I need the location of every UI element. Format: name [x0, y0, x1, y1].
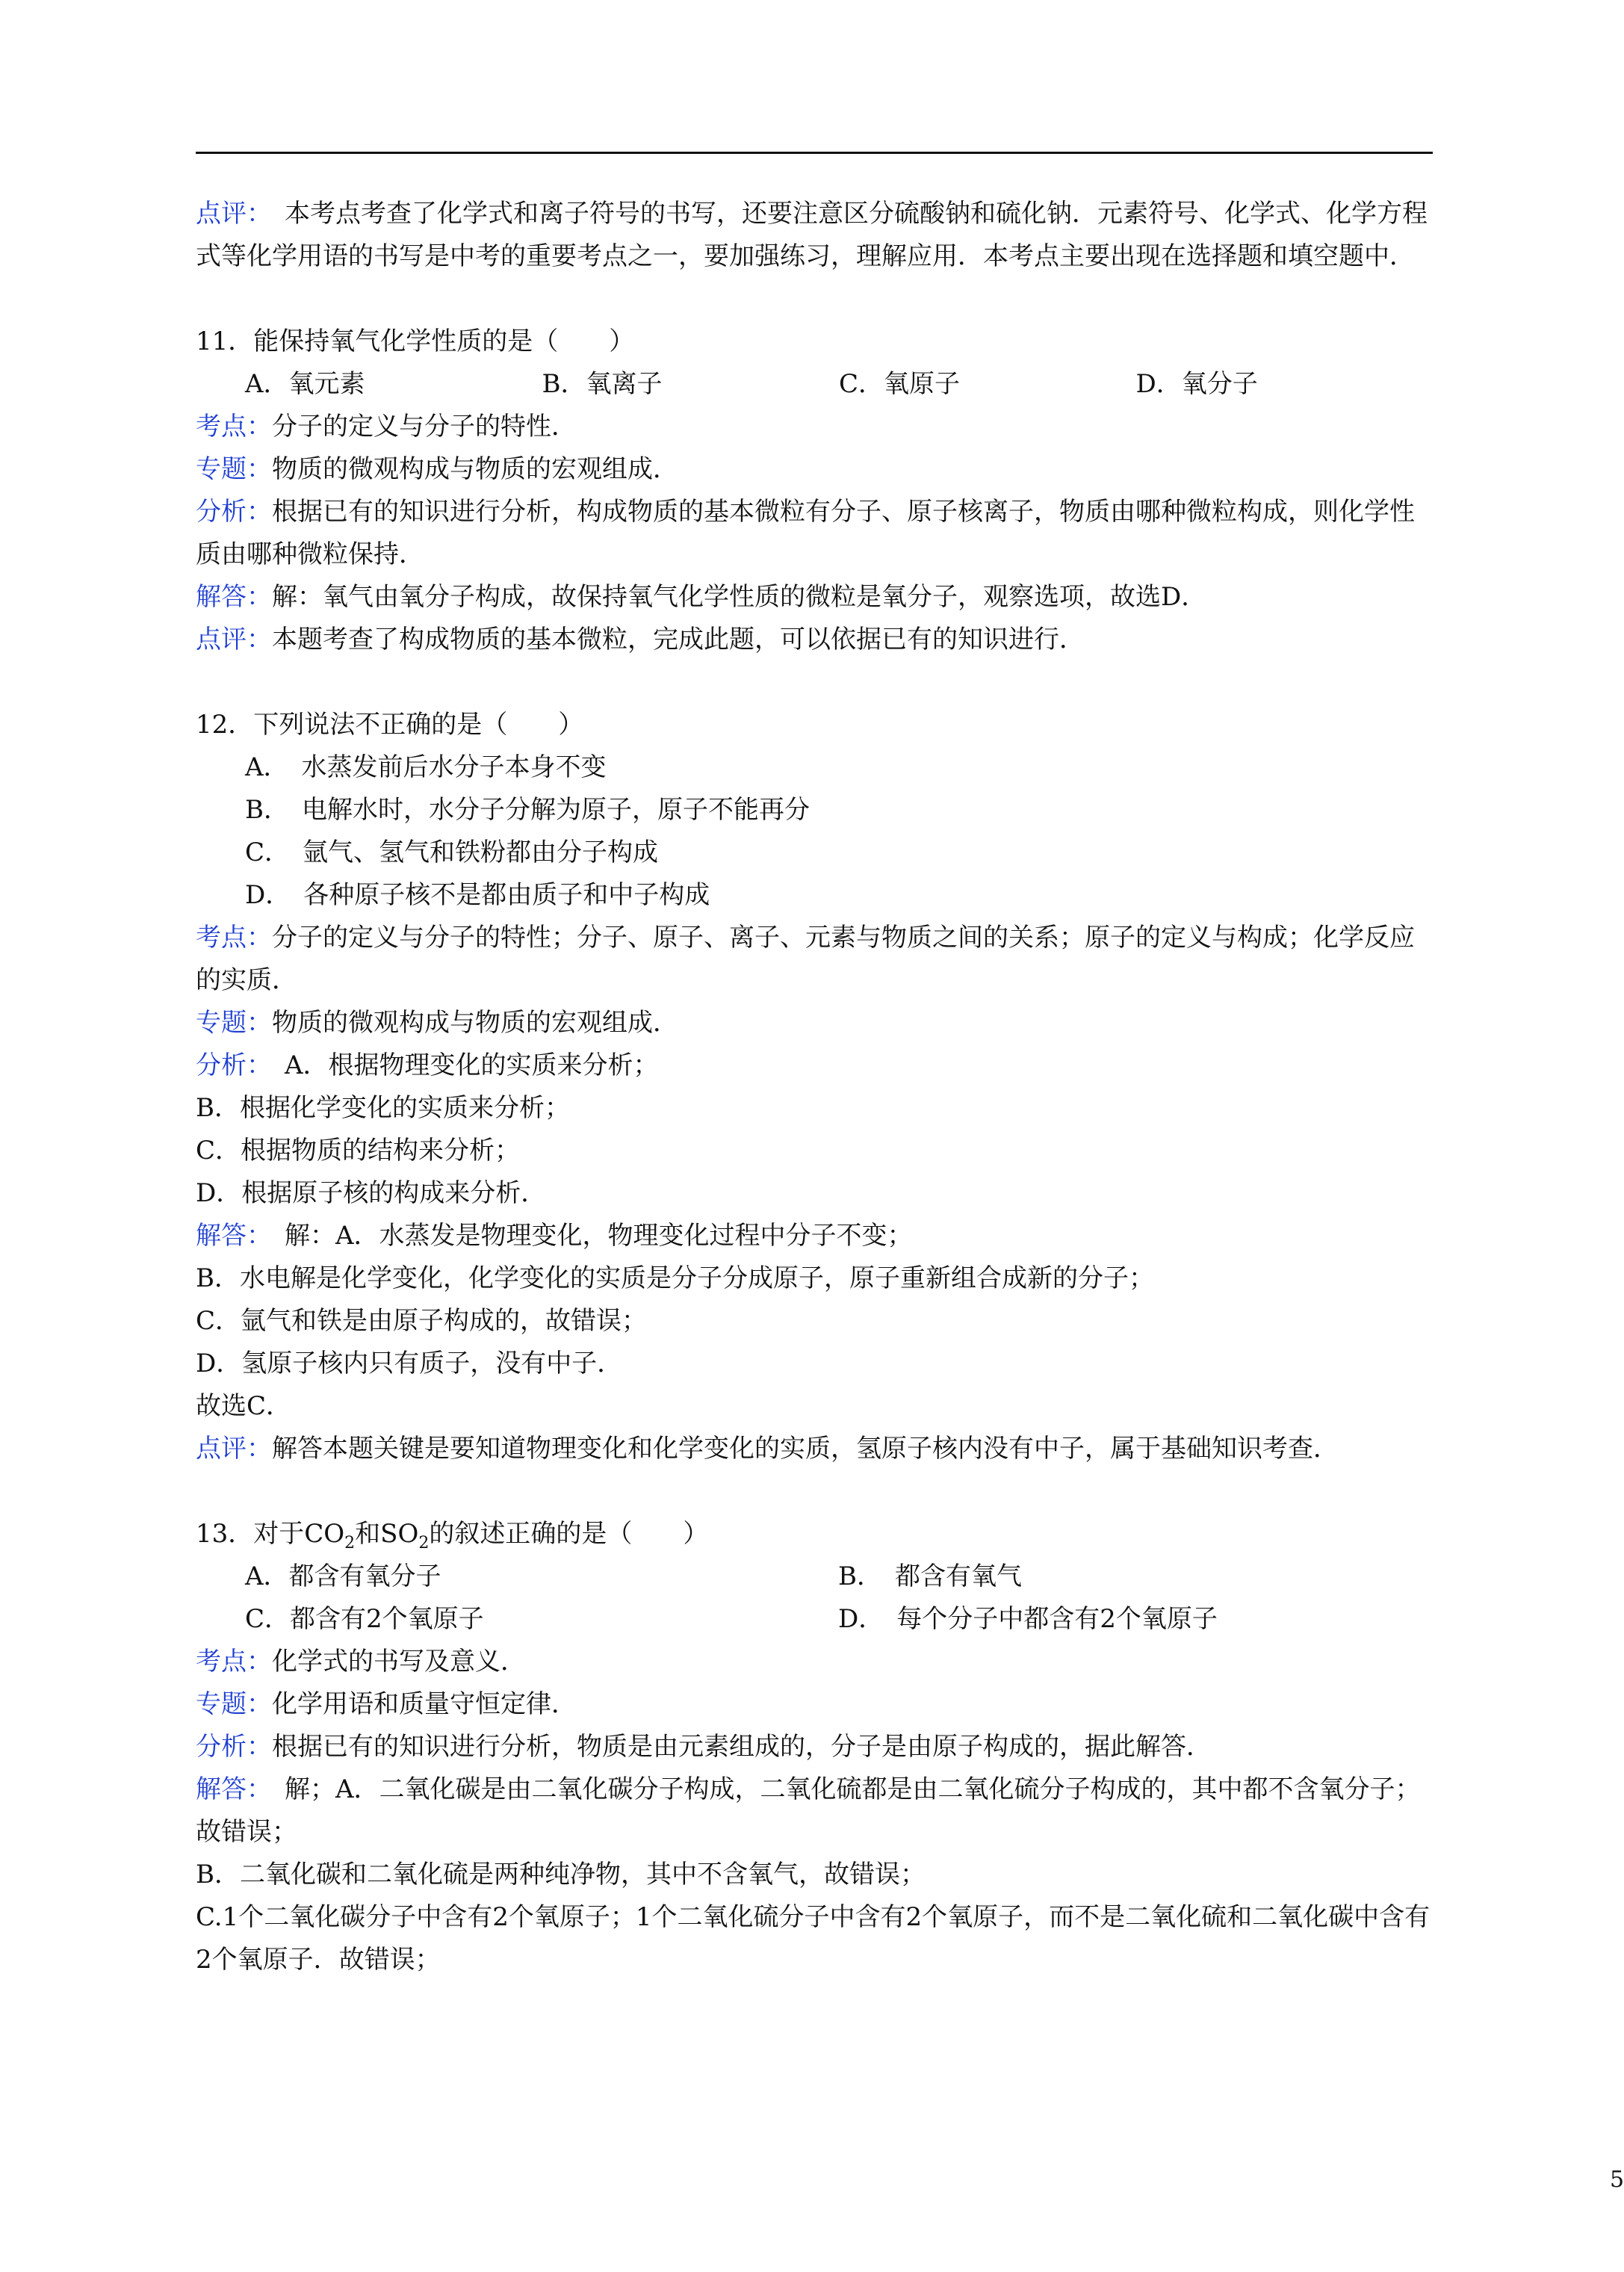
q12-jieda-line: 故选C．: [196, 1391, 292, 1421]
q12-kaodian-text: 分子的定义与分子的特性；分子、原子、离子、元素与物质之间的关系；原子的定义与构成；化学反应的实质．: [196, 923, 1415, 995]
q13-zhuanti: [196, 1683, 1433, 1726]
label-jieda: 解答：: [196, 582, 272, 612]
comment-text: 本考点考查了化学式和离子符号的书写，还要注意区分硫酸钠和硫化钠．元素符号、化学式、化学方程式等化学用语的书写是中考的重要考点之一，要加强练习，理解应用．本考点主要出现在选择题和填空题中．: [196, 199, 1428, 271]
document-page: [196, 0, 1624, 2272]
q12-jieda: [196, 1215, 1433, 1257]
q13-jieda-line: B．二氧化碳和二氧化硫是两种纯净物，其中不含氧气，故错误；: [196, 1860, 926, 1889]
label-dianping: 点评：: [196, 625, 272, 654]
label-dianping: 点评：: [196, 1434, 272, 1464]
q12-fenxi-line: A．根据物理变化的实质来分析；: [259, 1050, 659, 1080]
q11-option-a: A．氧元素: [245, 369, 365, 399]
q12-jieda-line: 解：A．水蒸发是物理变化，物理变化过程中分子不变；: [259, 1221, 913, 1251]
q13-options-row2: [196, 1598, 1433, 1641]
q11-option-c: C．氧原子: [839, 369, 961, 399]
prev-comment: [196, 193, 1433, 278]
formula-co2-subscript: 2: [344, 1533, 356, 1553]
q12-jieda-line: C．氩气和铁是由原子构成的，故错误；: [196, 1306, 648, 1336]
label-zhuanti: 专题：: [196, 1008, 272, 1038]
q12-dianping: [196, 1428, 1433, 1470]
q13-option-c: C．都含有2个氧原子: [245, 1604, 484, 1634]
q12-jieda-line: D．氢原子核内只有质子，没有中子．: [196, 1349, 623, 1378]
q13-kaodian-text: 化学式的书写及意义．: [272, 1647, 526, 1677]
q13-stem: [196, 1513, 1433, 1556]
q11-fenxi-text: 根据已有的知识进行分析，构成物质的基本微粒有分子、原子核离子，物质由哪种微粒构成，则化学性质由哪种微粒保持．: [196, 497, 1415, 569]
q13-jieda-line: C.1个二氧化碳分子中含有2个氧原子；1个二氧化硫分子中含有2个氧原子，而不是二氧化硫和二氧化碳中含有2个氧原子．故错误；: [196, 1902, 1431, 1975]
q12-stem: 12．下列说法不正确的是（ ）: [196, 710, 584, 740]
q12-zhuanti: [196, 1002, 1433, 1044]
header-rule: [196, 152, 1433, 154]
q11-kaodian-text: 分子的定义与分子的特性．: [272, 412, 577, 442]
q13-options-row1: [196, 1556, 1433, 1598]
q12-jieda-line: B．水电解是化学变化，化学变化的实质是分子分成原子，原子重新组合成新的分子；: [196, 1263, 1154, 1293]
label-kaodian: 考点：: [196, 923, 272, 953]
label-fenxi: 分析：: [196, 1050, 259, 1080]
q13-jieda: [196, 1768, 1433, 1854]
label-jieda: 解答：: [196, 1221, 259, 1251]
q13-fenxi-text: 根据已有的知识进行分析，物质是由元素组成的，分子是由原子构成的，据此解答．: [272, 1732, 1212, 1762]
q12-option-d: D． 各种原子核不是都由质子和中子构成: [245, 880, 710, 910]
q12-kaodian: [196, 917, 1433, 1002]
q13-stem-suffix: 的叙述正确的是（ ）: [429, 1519, 709, 1549]
q12-option-a: A． 水蒸发前后水分子本身不变: [245, 752, 607, 782]
q11-zhuanti-text: 物质的微观构成与物质的宏观组成．: [272, 454, 678, 484]
label-kaodian: 考点：: [196, 1647, 272, 1677]
q13-zhuanti-text: 化学用语和质量守恒定律．: [272, 1689, 577, 1719]
label-jieda: 解答：: [196, 1774, 259, 1804]
q12-fenxi-line: D．根据原子核的构成来分析．: [196, 1178, 547, 1208]
label-dianping: 点评：: [196, 199, 259, 229]
formula-so2-subscript: 2: [418, 1533, 430, 1553]
q12-fenxi-line: C．根据物质的结构来分析；: [196, 1136, 521, 1166]
q11-dianping-text: 本题考查了构成物质的基本微粒，完成此题，可以依据已有的知识进行．: [272, 625, 1085, 654]
q11-option-d: D．氧分子: [1135, 369, 1258, 399]
q11-jieda: [196, 576, 1433, 619]
q11-kaodian: [196, 406, 1433, 448]
q11-jieda-text: 解：氧气由氧分子构成，故保持氧气化学性质的微粒是氧分子，观察选项，故选D．: [272, 582, 1207, 612]
label-kaodian: 考点：: [196, 412, 272, 442]
q13-option-a: A．都含有氧分子: [245, 1561, 441, 1591]
q12-option-c: C． 氩气、氢气和铁粉都由分子构成: [245, 838, 659, 867]
q13-option-b: B． 都含有氧气: [838, 1561, 1022, 1591]
formula-co2: CO: [304, 1519, 345, 1549]
q11-zhuanti: [196, 448, 1433, 491]
label-fenxi: 分析：: [196, 497, 272, 527]
q13-kaodian: [196, 1641, 1433, 1683]
q11-stem: 11．能保持氧气化学性质的是（ ）: [196, 326, 635, 356]
label-zhuanti: 专题：: [196, 454, 272, 484]
q12-dianping-text: 解答本题关键是要知道物理变化和化学变化的实质，氢原子核内没有中子，属于基础知识考查．: [272, 1434, 1339, 1464]
q11-fenxi: [196, 491, 1433, 576]
label-zhuanti: 专题：: [196, 1689, 272, 1719]
q11-option-b: B．氧离子: [542, 369, 663, 399]
q11-dianping: [196, 619, 1433, 661]
q13-stem-and: 和: [355, 1519, 381, 1549]
q13-fenxi: [196, 1726, 1433, 1768]
document-content: [196, 193, 1433, 1981]
q11-options: [196, 363, 1433, 406]
q13-stem-prefix: 13．对于: [196, 1519, 305, 1549]
q13-jieda-line: 解；A．二氧化碳是由二氧化碳分子构成，二氧化硫都是由二氧化硫分子构成的，其中都不含氧分子；故错误；: [196, 1774, 1421, 1847]
q13-option-d: D． 每个分子中都含有2个氧原子: [838, 1604, 1218, 1634]
label-fenxi: 分析：: [196, 1732, 272, 1762]
page-number: 5: [1610, 2167, 1624, 2193]
q12-fenxi-line: B．根据化学变化的实质来分析；: [196, 1093, 570, 1123]
formula-so2: SO: [380, 1519, 419, 1549]
q12-zhuanti-text: 物质的微观构成与物质的宏观组成．: [272, 1008, 678, 1038]
q12-fenxi: [196, 1044, 1433, 1087]
q12-option-b: B． 电解水时，水分子分解为原子，原子不能再分: [245, 795, 810, 825]
